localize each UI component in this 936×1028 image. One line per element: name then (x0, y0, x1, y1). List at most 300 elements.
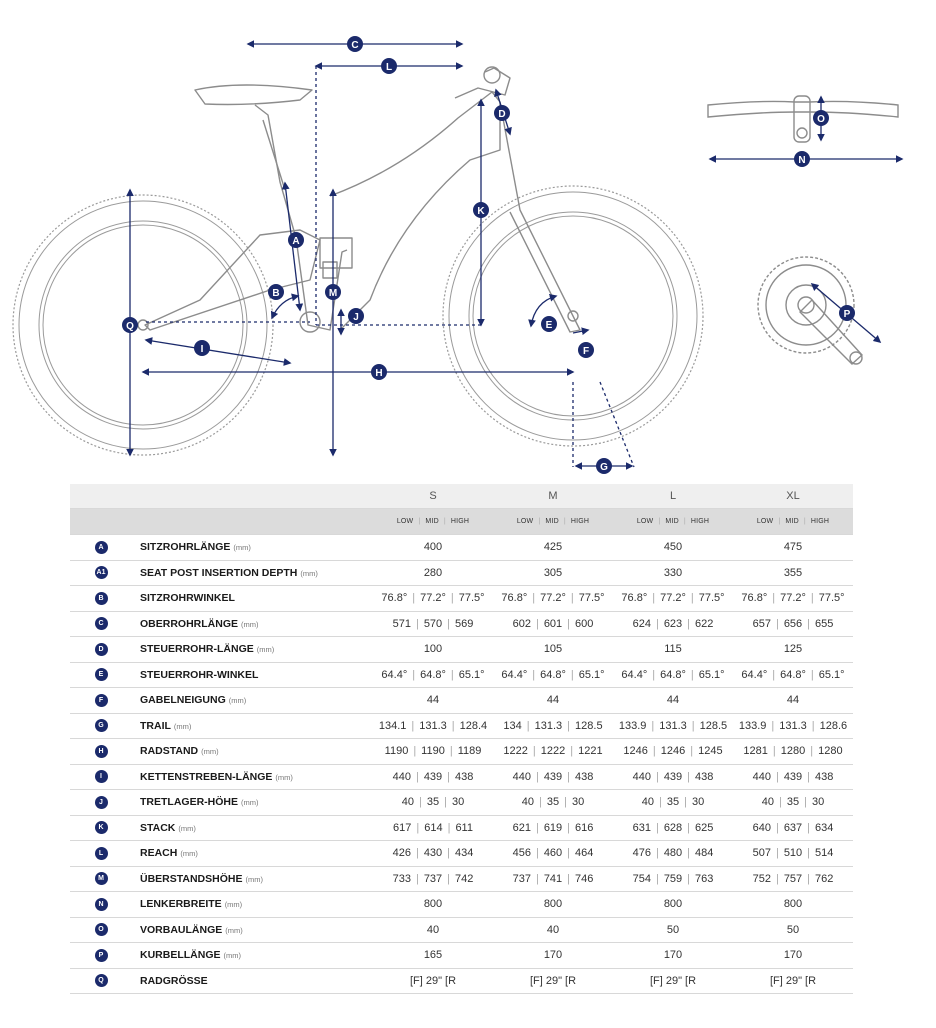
mode-label: MID (545, 518, 559, 525)
value: 425 (543, 541, 563, 554)
label-o (813, 110, 829, 126)
separator: | (687, 770, 691, 783)
value: 438 (815, 770, 834, 783)
value: 438 (695, 770, 714, 783)
value-cell (733, 968, 853, 994)
separator: | (447, 821, 451, 834)
measurement-name-cell (132, 917, 373, 943)
value: 438 (575, 770, 594, 783)
separator: | (570, 668, 574, 681)
value: 77.5° (578, 592, 605, 605)
separator: | (655, 770, 659, 783)
value: 440 (512, 770, 531, 783)
value: 44 (786, 694, 800, 707)
value: 105 (543, 643, 563, 656)
badge-cell (70, 586, 132, 612)
value: 77.5° (818, 592, 845, 605)
value: 170 (543, 949, 563, 962)
measurement-unit: (mm) (201, 747, 219, 757)
value: 757 (783, 872, 803, 885)
value: 631 (632, 821, 651, 834)
bike-geometry-diagram (0, 0, 936, 480)
value: 1221 (578, 745, 603, 758)
label-n (794, 151, 810, 167)
value: 763 (695, 872, 714, 885)
label-b (268, 284, 284, 300)
value: 1245 (698, 745, 723, 758)
value: 40 (641, 796, 655, 809)
separator: | (443, 518, 446, 525)
svg-text:B: B (272, 288, 280, 299)
value: 614 (424, 821, 443, 834)
value: 64.4° (621, 668, 648, 681)
value: 125 (783, 643, 803, 656)
separator: | (567, 617, 571, 630)
label-i (194, 340, 210, 356)
value: 50 (666, 923, 680, 936)
value-cell (733, 815, 853, 841)
separator: | (567, 719, 571, 732)
separator: | (570, 592, 574, 605)
measurement-name: SITZROHRWINKEL (140, 592, 235, 605)
svg-text:L: L (385, 62, 393, 73)
value: 601 (543, 617, 563, 630)
value: 400 (423, 541, 443, 554)
separator: | (652, 592, 656, 605)
measurement-unit: (mm) (256, 645, 275, 655)
measurement-name-cell (132, 535, 373, 561)
value-cell (493, 841, 613, 867)
table-row (70, 892, 853, 918)
separator: | (811, 719, 815, 732)
value-cell (733, 611, 853, 637)
measurement-name-cell (132, 586, 373, 612)
value-cell (613, 637, 733, 663)
value-cell (493, 688, 613, 714)
measurement-badge: A (95, 541, 108, 554)
measurement-name-cell (132, 611, 373, 637)
svg-text:E: E (545, 320, 553, 331)
separator: | (415, 872, 419, 885)
value: 65.1° (698, 668, 725, 681)
separator: | (563, 518, 566, 525)
separator: | (451, 719, 455, 732)
separator: | (415, 617, 419, 630)
value: 439 (663, 770, 683, 783)
value-cell (613, 688, 733, 714)
value-cell (733, 790, 853, 816)
value: 40 (401, 796, 415, 809)
value-cell (733, 943, 853, 969)
header-spacer (132, 509, 373, 535)
measurement-badge: G (95, 719, 108, 732)
separator: | (535, 847, 539, 860)
value: 165 (423, 949, 443, 962)
separator: | (415, 847, 419, 860)
measurement-badge: P (95, 949, 108, 962)
mode-label: LOW (756, 518, 774, 525)
value: 737 (512, 872, 531, 885)
value-cell (613, 968, 733, 994)
value: 656 (783, 617, 803, 630)
value: 800 (663, 898, 683, 911)
mode-label: HIGH (690, 518, 710, 525)
measurement-badge: A1 (95, 566, 108, 579)
value: 44 (546, 694, 560, 707)
measurement-name: ÜBERSTANDSHÖHE (140, 872, 243, 885)
value: [F] 29" [R (649, 974, 697, 987)
value: 30 (451, 796, 465, 809)
header-spacer (132, 484, 373, 509)
svg-text:O: O (817, 114, 825, 125)
value-cell (613, 866, 733, 892)
value: 456 (512, 847, 531, 860)
separator: | (415, 770, 419, 783)
svg-text:P: P (843, 309, 851, 320)
badge-cell (70, 688, 132, 714)
separator: | (687, 821, 691, 834)
measurement-unit: (mm) (241, 619, 259, 629)
separator: | (447, 770, 451, 783)
badge-cell (70, 764, 132, 790)
measurement-name: LENKERBREITE (140, 898, 222, 911)
separator: | (655, 847, 659, 860)
value: 742 (455, 872, 474, 885)
svg-text:G: G (600, 462, 608, 473)
mode-label: MID (785, 518, 799, 525)
value: 754 (632, 872, 651, 885)
separator: | (419, 796, 422, 809)
mode-label: MID (665, 518, 679, 525)
separator: | (444, 796, 447, 809)
header-spacer (70, 484, 132, 509)
value-cell (373, 688, 493, 714)
label-g (596, 458, 612, 474)
value-cell (613, 764, 733, 790)
value: 514 (815, 847, 834, 860)
separator: | (807, 770, 811, 783)
separator: | (655, 617, 659, 630)
measurement-unit: (mm) (245, 874, 263, 884)
measurement-badge: D (95, 643, 108, 656)
value: 65.1° (458, 668, 485, 681)
value-cell (613, 841, 733, 867)
value: 77.2° (780, 592, 806, 605)
separator: | (807, 872, 811, 885)
size-header-row (70, 484, 853, 509)
separator: | (411, 719, 415, 732)
value: 128.6 (819, 719, 848, 732)
separator: | (772, 745, 776, 758)
measurement-name-cell (132, 892, 373, 918)
svg-text:I: I (200, 344, 204, 355)
separator: | (447, 617, 451, 630)
value: 76.8° (741, 592, 768, 605)
value-cell (733, 739, 853, 765)
separator: | (655, 872, 659, 885)
measurement-name: VORBAULÄNGE (140, 923, 223, 936)
value-cell (373, 611, 493, 637)
value-cell (733, 917, 853, 943)
separator: | (775, 770, 779, 783)
value: 65.1° (578, 668, 605, 681)
measurement-name-cell (132, 713, 373, 739)
value: 1190 (384, 745, 409, 758)
measurement-name-cell (132, 790, 373, 816)
mode-label: LOW (396, 518, 414, 525)
value: 133.9 (738, 719, 767, 732)
separator: | (810, 668, 814, 681)
value: 40 (521, 796, 535, 809)
measurement-name-cell (132, 764, 373, 790)
value: 1280 (780, 745, 806, 758)
separator: | (567, 821, 571, 834)
value-cell (613, 815, 733, 841)
measurement-name-cell (132, 662, 373, 688)
value: 40 (546, 923, 560, 936)
badge-cell (70, 841, 132, 867)
mode-header (733, 509, 853, 535)
measurement-badge: I (95, 770, 108, 783)
separator: | (538, 518, 541, 525)
measurement-badge: O (95, 923, 108, 936)
separator: | (658, 518, 661, 525)
separator: | (413, 745, 417, 758)
separator: | (775, 847, 779, 860)
separator: | (535, 617, 539, 630)
value: 475 (783, 541, 803, 554)
badge-cell (70, 917, 132, 943)
value-cell (373, 764, 493, 790)
value: 133.9 (618, 719, 647, 732)
value: 280 (423, 566, 443, 579)
table-row (70, 586, 853, 612)
value-cell (733, 662, 853, 688)
measurement-badge: J (95, 796, 108, 809)
value: 464 (575, 847, 594, 860)
value: 800 (783, 898, 803, 911)
separator: | (570, 745, 574, 758)
value-cell (733, 637, 853, 663)
separator: | (535, 770, 539, 783)
value-cell (613, 586, 733, 612)
measurement-name-cell (132, 688, 373, 714)
value: 134 (503, 719, 522, 732)
value-cell (493, 968, 613, 994)
measurement-name: REACH (140, 847, 178, 860)
value-cell (493, 790, 613, 816)
value-cell (373, 739, 493, 765)
measurement-name: RADGRÖSSE (140, 974, 208, 987)
rear-wheel (13, 195, 273, 455)
measurement-name-cell (132, 943, 373, 969)
separator: | (651, 719, 655, 732)
svg-text:M: M (328, 288, 338, 299)
measurement-badge: E (95, 668, 108, 681)
value: 438 (455, 770, 474, 783)
measurement-name: STEUERROHR-WINKEL (140, 668, 259, 681)
value: 600 (575, 617, 594, 630)
table-row (70, 943, 853, 969)
measurement-badge: K (95, 821, 108, 834)
measurement-name: OBERROHRLÄNGE (140, 617, 239, 630)
value: 1222 (503, 745, 528, 758)
measurement-badge: L (95, 847, 108, 860)
value-cell (613, 790, 733, 816)
value-cell (613, 713, 733, 739)
value: 64.4° (741, 668, 768, 681)
value-cell (493, 892, 613, 918)
value: 330 (663, 566, 683, 579)
value: 64.8° (540, 668, 566, 681)
value-cell (493, 764, 613, 790)
mode-label: HIGH (570, 518, 590, 525)
measurement-unit: (mm) (178, 823, 196, 833)
value: 64.4° (381, 668, 408, 681)
value: 507 (752, 847, 771, 860)
value: 602 (512, 617, 531, 630)
measurement-name: GABELNEIGUNG (140, 694, 226, 707)
table-row (70, 637, 853, 663)
separator: | (535, 821, 539, 834)
separator: | (804, 796, 807, 809)
value-cell (493, 739, 613, 765)
separator: | (775, 617, 779, 630)
value-cell (373, 713, 493, 739)
measurement-unit: (mm) (224, 900, 243, 910)
badge-cell (70, 662, 132, 688)
measurement-name-cell (132, 637, 373, 663)
value: 30 (571, 796, 585, 809)
badge-cell (70, 560, 132, 586)
value: 619 (543, 821, 563, 834)
value: 439 (423, 770, 443, 783)
measurement-unit: (mm) (275, 772, 293, 782)
separator: | (779, 796, 782, 809)
measurement-badge: B (95, 592, 108, 605)
value-cell (733, 764, 853, 790)
value: 571 (392, 617, 411, 630)
value: 115 (664, 643, 682, 656)
geometry-table (70, 484, 853, 994)
label-q (122, 317, 138, 333)
value: 77.5° (458, 592, 485, 605)
value: 737 (423, 872, 443, 885)
value: 305 (543, 566, 563, 579)
separator: | (807, 847, 811, 860)
value: 128.5 (699, 719, 728, 732)
separator: | (567, 872, 571, 885)
measurement-name-cell (132, 739, 373, 765)
svg-text:N: N (798, 155, 806, 166)
value-cell (613, 943, 733, 969)
separator: | (526, 719, 530, 732)
value: 624 (632, 617, 651, 630)
value-cell (733, 586, 853, 612)
value-cell (493, 637, 613, 663)
separator: | (684, 796, 687, 809)
value-cell (493, 917, 613, 943)
label-e (541, 316, 557, 332)
value-cell (373, 790, 493, 816)
separator: | (690, 668, 694, 681)
value: 759 (663, 872, 683, 885)
separator: | (771, 719, 775, 732)
value: 634 (815, 821, 834, 834)
measurement-name-cell (132, 560, 373, 586)
value: 64.4° (501, 668, 528, 681)
size-header: L (613, 484, 733, 509)
value: 76.8° (501, 592, 528, 605)
value: 128.4 (459, 719, 488, 732)
mode-header (493, 509, 613, 535)
svg-text:K: K (477, 206, 485, 217)
value: 637 (783, 821, 803, 834)
value-cell (493, 662, 613, 688)
value: 64.8° (780, 668, 806, 681)
measurement-unit: (mm) (233, 543, 251, 553)
measurement-name: SITZROHRLÄNGE (140, 541, 231, 554)
svg-text:Q: Q (126, 321, 134, 332)
separator: | (532, 592, 536, 605)
size-header: M (493, 484, 613, 509)
measurement-name-cell (132, 866, 373, 892)
measurement-name: KETTENSTREBEN-LÄNGE (140, 770, 273, 783)
value: 616 (575, 821, 594, 834)
separator: | (652, 745, 656, 758)
value-cell (373, 892, 493, 918)
measurement-name: TRETLAGER-HÖHE (140, 796, 238, 809)
table-row (70, 815, 853, 841)
mode-header-row (70, 509, 853, 535)
separator: | (690, 592, 694, 605)
value-cell (613, 611, 733, 637)
value: 510 (783, 847, 803, 860)
separator: | (450, 668, 454, 681)
value: 439 (543, 770, 563, 783)
svg-text:H: H (375, 368, 383, 379)
measurement-name: RADSTAND (140, 745, 199, 758)
measurement-name-cell (132, 815, 373, 841)
value-cell (493, 815, 613, 841)
value: 100 (423, 643, 443, 656)
separator: | (652, 668, 656, 681)
measurement-unit: (mm) (300, 568, 318, 578)
separator: | (532, 745, 536, 758)
separator: | (418, 518, 421, 525)
value: 434 (455, 847, 474, 860)
value: 741 (543, 872, 563, 885)
value: 1281 (743, 745, 768, 758)
label-a (288, 232, 304, 248)
svg-text:D: D (498, 109, 506, 120)
value: 50 (786, 923, 800, 936)
value: 476 (632, 847, 651, 860)
measurement-unit: (mm) (241, 798, 259, 808)
table-row (70, 739, 853, 765)
separator: | (564, 796, 567, 809)
separator: | (567, 847, 571, 860)
value-cell (733, 892, 853, 918)
separator: | (772, 668, 776, 681)
value-cell (373, 637, 493, 663)
table-row (70, 560, 853, 586)
value: 170 (783, 949, 803, 962)
value: 628 (663, 821, 683, 834)
separator: | (810, 592, 814, 605)
value: 440 (752, 770, 771, 783)
svg-text:C: C (351, 40, 359, 51)
